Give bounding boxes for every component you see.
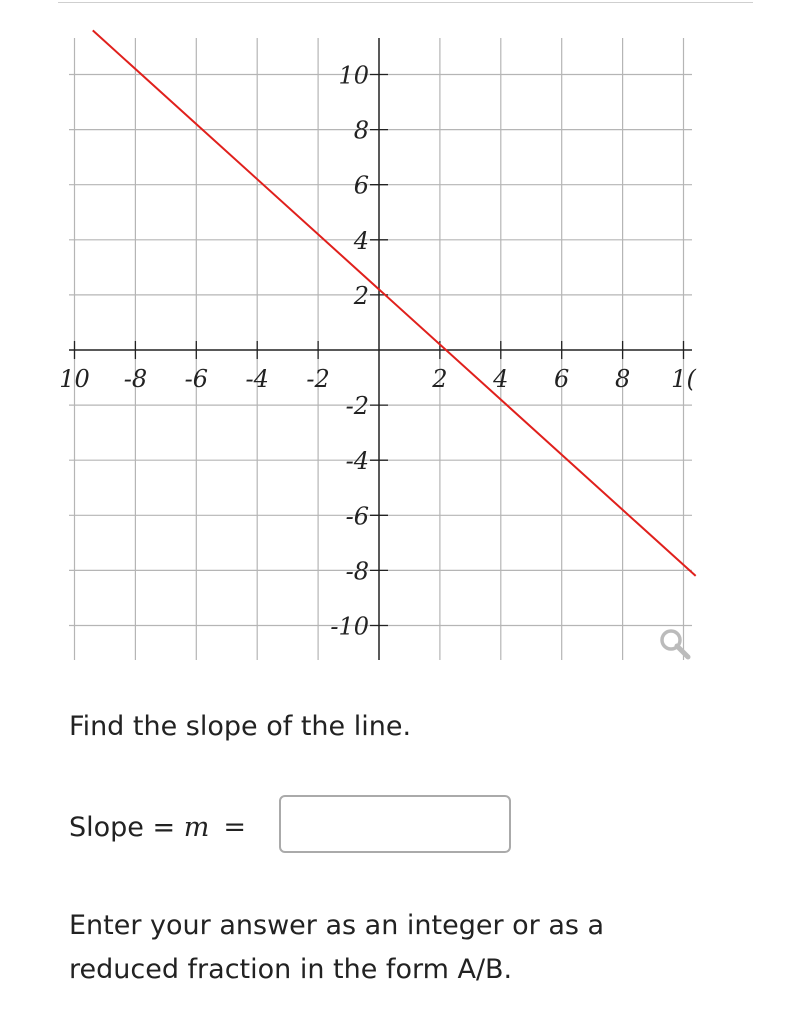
axes bbox=[69, 38, 692, 660]
equals-sign: = bbox=[223, 812, 246, 843]
y-tick-label: 6 bbox=[353, 171, 369, 200]
y-tick-label: -8 bbox=[345, 557, 369, 586]
y-tick-label: 8 bbox=[353, 116, 369, 145]
y-tick-label: -10 bbox=[330, 612, 369, 641]
answer-instructions: Enter your answer as an integer or as a reduced fraction in the form A/B. bbox=[69, 910, 605, 985]
question-prompt: Find the slope of the line. bbox=[69, 711, 412, 742]
x-tick-label: 8 bbox=[614, 365, 631, 393]
series-line bbox=[93, 30, 696, 575]
x-tick-label: -8 bbox=[123, 365, 148, 393]
slope-label-row bbox=[69, 805, 246, 851]
grid-lines bbox=[69, 38, 692, 660]
x-tick-label: -6 bbox=[184, 365, 208, 393]
x-tick-label: -4 bbox=[245, 365, 269, 393]
y-tick-labels bbox=[330, 62, 369, 641]
slope-variable: m bbox=[183, 812, 210, 843]
y-tick-label: -4 bbox=[345, 447, 369, 476]
x-tick-label: 4 bbox=[493, 365, 509, 393]
y-tick-label: 4 bbox=[353, 226, 369, 255]
x-tick-label: 6 bbox=[554, 365, 570, 393]
y-tick-label: -6 bbox=[345, 502, 369, 531]
x-tick-label: 2 bbox=[432, 365, 448, 393]
x-tick-label: -2 bbox=[306, 365, 330, 393]
x-tick-label: 1( bbox=[671, 365, 696, 393]
y-tick-label: 2 bbox=[353, 281, 369, 310]
slope-label: Slope = bbox=[69, 812, 184, 843]
y-tick-label: -2 bbox=[345, 392, 369, 421]
series-group bbox=[93, 30, 696, 575]
x-tick-label: 10 bbox=[59, 365, 90, 393]
y-tick-label: 10 bbox=[338, 61, 369, 90]
x-tick-labels bbox=[59, 365, 696, 393]
slope-answer-input[interactable] bbox=[279, 795, 511, 853]
